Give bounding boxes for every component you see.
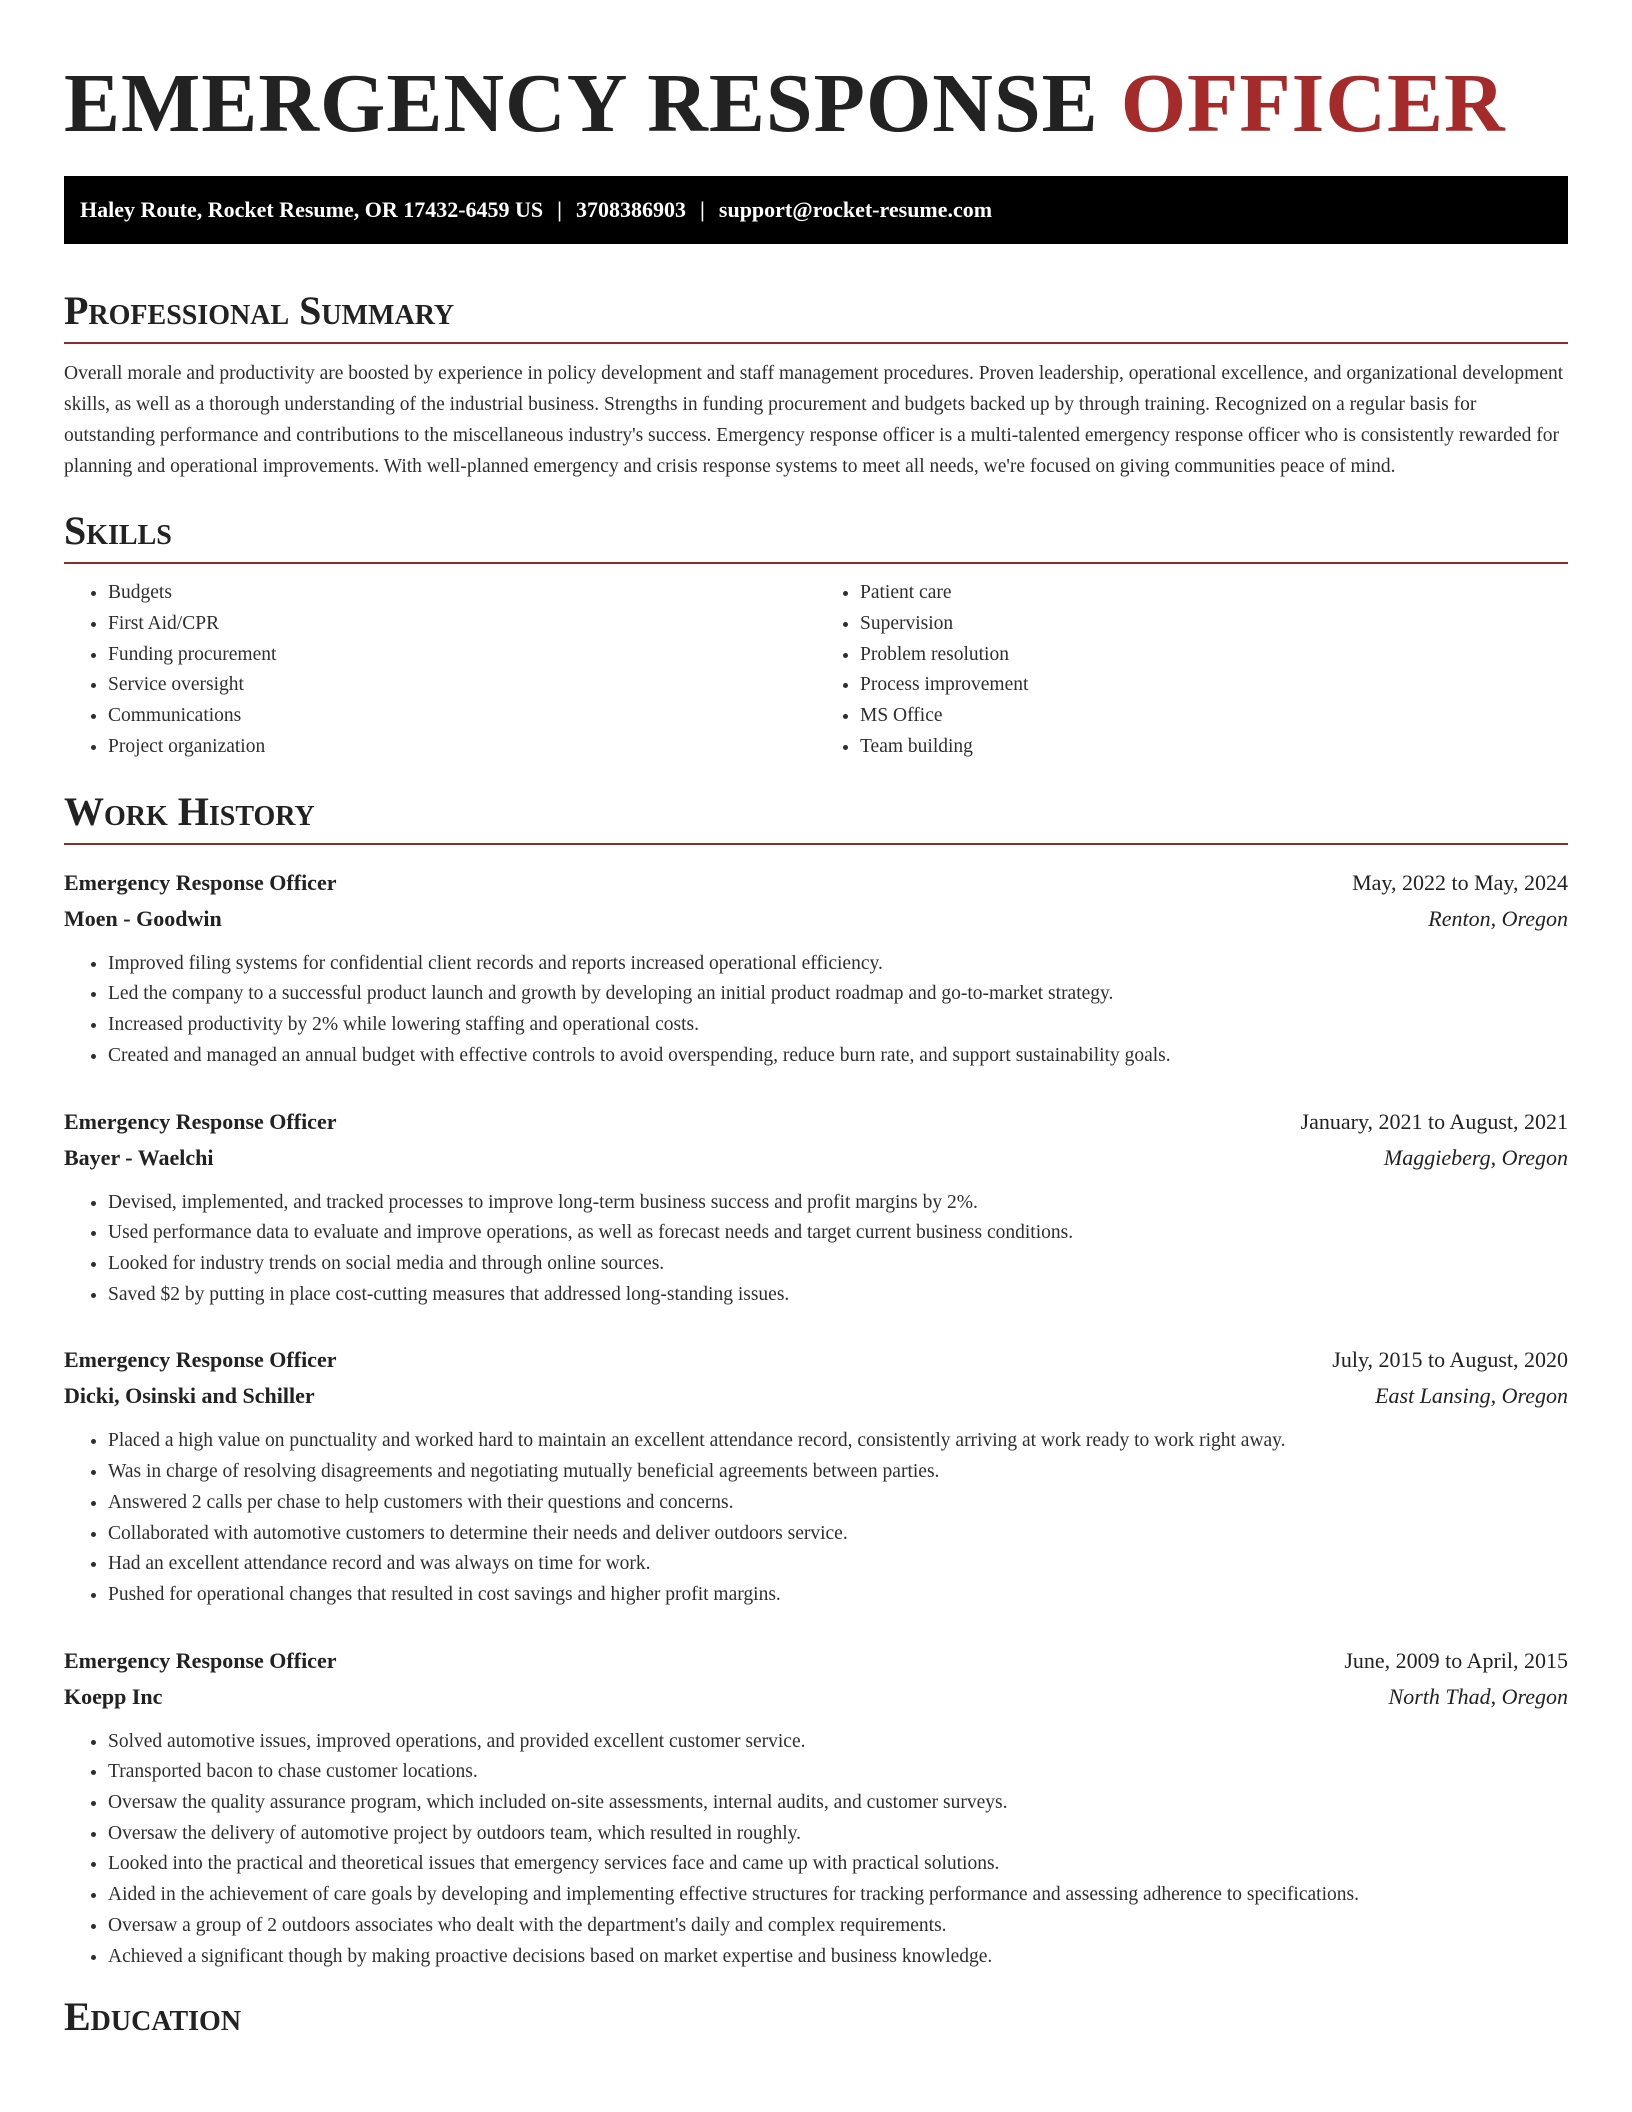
job-bullet: • Answered 2 calls per chase to help customers with their questions and concerns. [108,1488,1568,1519]
job-header-row [64,865,1568,901]
job-bullet: • Improved filing systems for confidential client records and reports increased operational efficiency. [108,949,1568,980]
title-accent: OFFICER [1120,57,1506,150]
job-bullet: • Solved automotive issues, improved operations, and provided excellent customer service. [108,1727,1568,1758]
job-bullet: • Saved $2 by putting in place cost-cutting measures that addressed long-standing issues. [108,1280,1568,1311]
job-bullets [64,1727,1568,1973]
job-bullet: • Oversaw the delivery of automotive project by outdoors team, which resulted in roughly. [108,1819,1568,1850]
skill-item: • Process improvement [860,670,1568,701]
job-bullet: • Led the company to a successful product launch and growth by developing an initial product roadmap and go-to-market strategy. [108,979,1568,1010]
skill-item: • Team building [860,732,1568,763]
job-bullet: • Collaborated with automotive customers to determine their needs and deliver outdoors service. [108,1519,1568,1550]
contact-separator: | [557,197,563,222]
summary-heading: Professional Summary [64,288,1568,344]
summary-text: Overall morale and productivity are boosted by experience in policy development and staff management procedures. Proven leadership, operational excellence, and organizational development skills, as well as a thorough understanding of the industrial business. Strengths in funding procurement and budgets backed up by through training. Recognized on a regular basis for outstanding performance and contributions to the miscellaneous industry's success. Emergency response officer is a multi-talented emergency response officer who is consistently rewarded for planning and operational improvements. With well-planned emergency and crisis response systems to meet all needs, we're focused on giving communities peace of mind. [64,363,1564,477]
contact-email: support@rocket-resume.com [718,197,993,222]
job-bullet: • Achieved a significant though by making proactive decisions based on market expertise and business knowledge. [108,1942,1568,1973]
job-bullet: • Oversaw the quality assurance program, which included on-site assessments, internal audits, and customer surveys. [108,1788,1568,1819]
job-company: Moen - Goodwin [64,905,222,931]
job-bullets [64,1188,1568,1311]
skill-item: • First Aid/CPR [108,609,816,640]
job-bullet: • Pushed for operational changes that resulted in cost savings and higher profit margins. [108,1580,1568,1611]
skill-item: • Budgets [108,578,816,609]
education-heading: Education [64,1994,242,2040]
contact-separator: | [700,197,705,222]
job-company: Koepp Inc [64,1683,163,1709]
job-title: Emergency Response Officer [64,1108,337,1134]
job-location: Maggieberg, Oregon [1383,1144,1568,1170]
job-entry [64,1342,1568,1610]
work-history-heading: Work History [64,789,1568,845]
job-bullet: • Oversaw a group of 2 outdoors associates who dealt with the department's daily and complex requirements. [108,1911,1568,1942]
job-company: Bayer - Waelchi [64,1144,214,1170]
contact-bar [64,176,1568,244]
job-header-row [64,1643,1568,1679]
job-header-row [64,1104,1568,1140]
skill-item: • Project organization [108,732,816,763]
job-title: Emergency Response Officer [64,1347,337,1373]
skills-heading: Skills [64,508,1568,564]
job-bullets [64,1426,1568,1610]
title-main: EMERGENCY RESPONSE [64,57,1099,150]
job-bullet: • Used performance data to evaluate and improve operations, as well as forecast needs and target current business conditions. [108,1218,1568,1249]
job-company-row [64,1140,1568,1176]
job-dates: July, 2015 to August, 2020 [1332,1347,1568,1373]
resume-page [64,0,1568,2048]
job-company-row [64,1378,1568,1414]
skill-item: • Service oversight [108,670,816,701]
skill-item: • MS Office [860,701,1568,732]
job-entry [64,1643,1568,1973]
job-dates: January, 2021 to August, 2021 [1300,1108,1568,1134]
job-bullet: • Devised, implemented, and tracked processes to improve long-term business success and profit margins by 2%. [108,1188,1568,1219]
job-company-row [64,1679,1568,1715]
job-dates: May, 2022 to May, 2024 [1352,869,1568,895]
contact-address: Haley Route, Rocket Resume, OR 17432-6459 US [80,197,544,222]
job-bullets [64,949,1568,1072]
job-company: Dicki, Osinski and Schiller [64,1383,315,1409]
job-entry [64,865,1568,1072]
job-title: Emergency Response Officer [64,869,337,895]
contact-phone: 3708386903 [576,197,687,222]
job-company-row [64,901,1568,937]
job-bullet: • Had an excellent attendance record and was always on time for work. [108,1549,1568,1580]
skills-column-right [816,578,1568,763]
skill-item: • Funding procurement [108,640,816,671]
job-bullet: • Looked for industry trends on social media and through online sources. [108,1249,1568,1280]
job-bullet: • Transported bacon to chase customer locations. [108,1757,1568,1788]
job-location: North Thad, Oregon [1388,1683,1568,1709]
job-title: Emergency Response Officer [64,1647,337,1673]
job-entry [64,1104,1568,1311]
job-bullet: • Was in charge of resolving disagreements and negotiating mutually beneficial agreements between parties. [108,1457,1568,1488]
resume-title [64,58,1568,158]
job-dates: June, 2009 to April, 2015 [1344,1647,1568,1673]
skill-item: • Patient care [860,578,1568,609]
job-bullet: • Looked into the practical and theoretical issues that emergency services face and came up with practical solutions. [108,1849,1568,1880]
skill-item: • Problem resolution [860,640,1568,671]
skill-item: • Communications [108,701,816,732]
skills-list [64,578,1568,763]
job-bullet: • Increased productivity by 2% while lowering staffing and operational costs. [108,1010,1568,1041]
job-location: East Lansing, Oregon [1375,1383,1568,1409]
job-bullet: • Placed a high value on punctuality and worked hard to maintain an excellent attendance record, consistently arriving at work ready to work right away. [108,1426,1568,1457]
skill-item: • Supervision [860,609,1568,640]
job-location: Renton, Oregon [1428,905,1568,931]
skills-column-left [64,578,816,763]
job-bullet: • Aided in the achievement of care goals by developing and implementing effective structures for tracking performance and assessing adherence to specifications. [108,1880,1568,1911]
job-header-row [64,1342,1568,1378]
job-bullet: • Created and managed an annual budget with effective controls to avoid overspending, reduce burn rate, and support sustainability goals. [108,1041,1568,1072]
